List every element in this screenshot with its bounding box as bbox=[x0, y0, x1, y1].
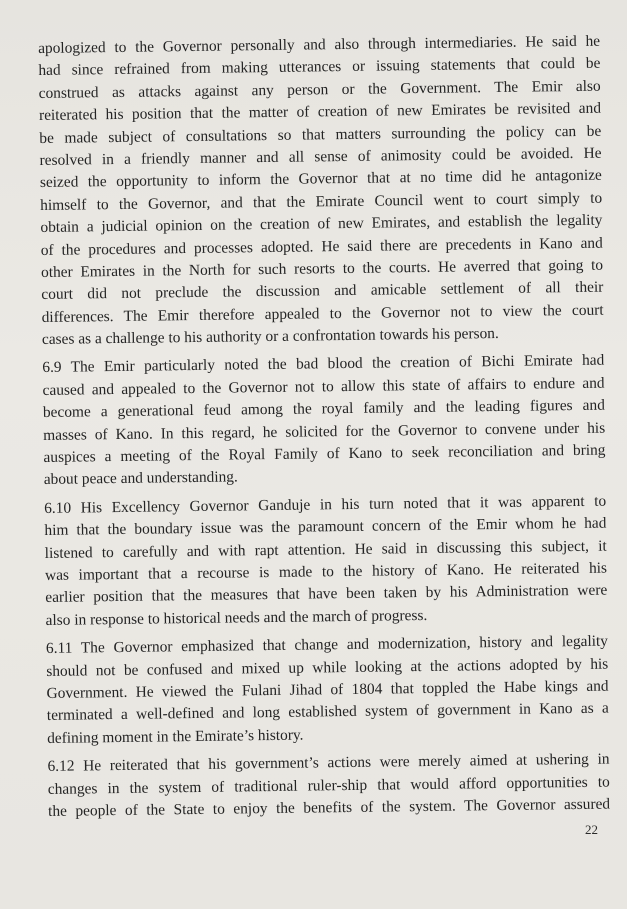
body-text bbox=[38, 31, 610, 824]
text-line: differences. The Emir therefore appealed to the Governor not to view the court bbox=[41, 301, 604, 326]
paragraph bbox=[46, 631, 609, 750]
text-line: 6.10 His Excellency Governor Ganduje in his turn noted that it was apparent to bbox=[44, 492, 607, 517]
text-line: be made subject of consultations so that matters surrounding the policy can be bbox=[39, 122, 602, 147]
text-line: defining moment in the Emirate’s history. bbox=[47, 726, 304, 747]
text-line: resolved in a friendly manner and all sense of animosity could be avoided. He bbox=[39, 144, 602, 169]
text-line: of the procedures and processes adopted. He said there are precedents in Kano and bbox=[40, 234, 603, 259]
text-line: apologized to the Governor personally and also through intermediaries. He said he bbox=[38, 32, 601, 57]
text-line: 6.12 He reiterated that his government’s actions were merely aimed at ushering in bbox=[47, 750, 610, 776]
page-number: 22 bbox=[585, 822, 598, 837]
paragraph bbox=[42, 350, 606, 492]
text-line: should not be confused and mixed up while looking at the actions adopted by his bbox=[46, 655, 609, 680]
text-line: changes in the system of traditional ruler-ship that would afford opportunities to bbox=[47, 773, 610, 798]
text-line: earlier position that the measures that have been taken by his Administration were bbox=[45, 581, 608, 607]
text-line: auspices a meeting of the Royal Family of Kano to seek reconciliation and bring bbox=[43, 441, 606, 466]
text-line: cases as a challenge to his authority or a confrontation towards his person. bbox=[41, 325, 499, 349]
text-line: Government. He viewed the Fulani Jihad of 1804 that toppled the Habe kings and bbox=[46, 677, 609, 702]
paragraph bbox=[47, 749, 610, 824]
text-line: terminated a well-defined and long established system of government in Kano as a bbox=[46, 699, 609, 725]
text-line: 6.11 The Governor emphasized that change and modernization, history and legality bbox=[45, 632, 609, 658]
text-line: 6.9 The Emir particularly noted the bad blood the creation of Bichi Emirate had bbox=[42, 352, 605, 377]
text-line: the people of the State to enjoy the benefits of the system. The Governor assured bbox=[48, 795, 611, 820]
text-line: masses of Kano. In this regard, he solicited for the Governor to convene under his bbox=[43, 419, 606, 444]
text-line: caused and appealed to the Governor not to allow this state of affairs to endure and bbox=[42, 374, 605, 399]
text-line: construed as attacks against any person or the Government. The Emir also bbox=[38, 77, 601, 102]
text-line: him that the boundary issue was the paramount concern of the Emir whom he had bbox=[44, 514, 607, 540]
text-line: become a generational feud among the royal family and the leading figures and bbox=[42, 396, 605, 422]
text-line: other Emirates in the North for such resorts to the courts. He averred that going to bbox=[40, 256, 604, 281]
text-line: had since refrained from making utterances or issuing statements that could be bbox=[38, 55, 601, 80]
text-line: reiterated his position that the matter of creation of new Emirates be revisited and bbox=[38, 99, 602, 125]
text-line: court did not preclude the discussion and amicable settlement of all their bbox=[41, 278, 604, 304]
text-line: himself to the Governor, and that the Emirate Council went to court simply to bbox=[40, 189, 603, 214]
text-line: seized the opportunity to inform the Governor that at no time did he antagonize bbox=[39, 166, 602, 192]
text-line: listened to carefully and with rapt attention. He said in discussing this subject, it bbox=[44, 537, 607, 562]
text-line: obtain a judicial opinion on the creation of new Emirates, and establish the legality bbox=[40, 211, 603, 237]
text-line: about peace and understanding. bbox=[43, 468, 238, 489]
text-line: also in response to historical needs and the march of progress. bbox=[45, 606, 428, 629]
paragraph bbox=[44, 490, 608, 632]
text-line: was important that a recourse is made to the history of Kano. He reiterated his bbox=[44, 559, 608, 584]
paragraph bbox=[38, 31, 604, 352]
